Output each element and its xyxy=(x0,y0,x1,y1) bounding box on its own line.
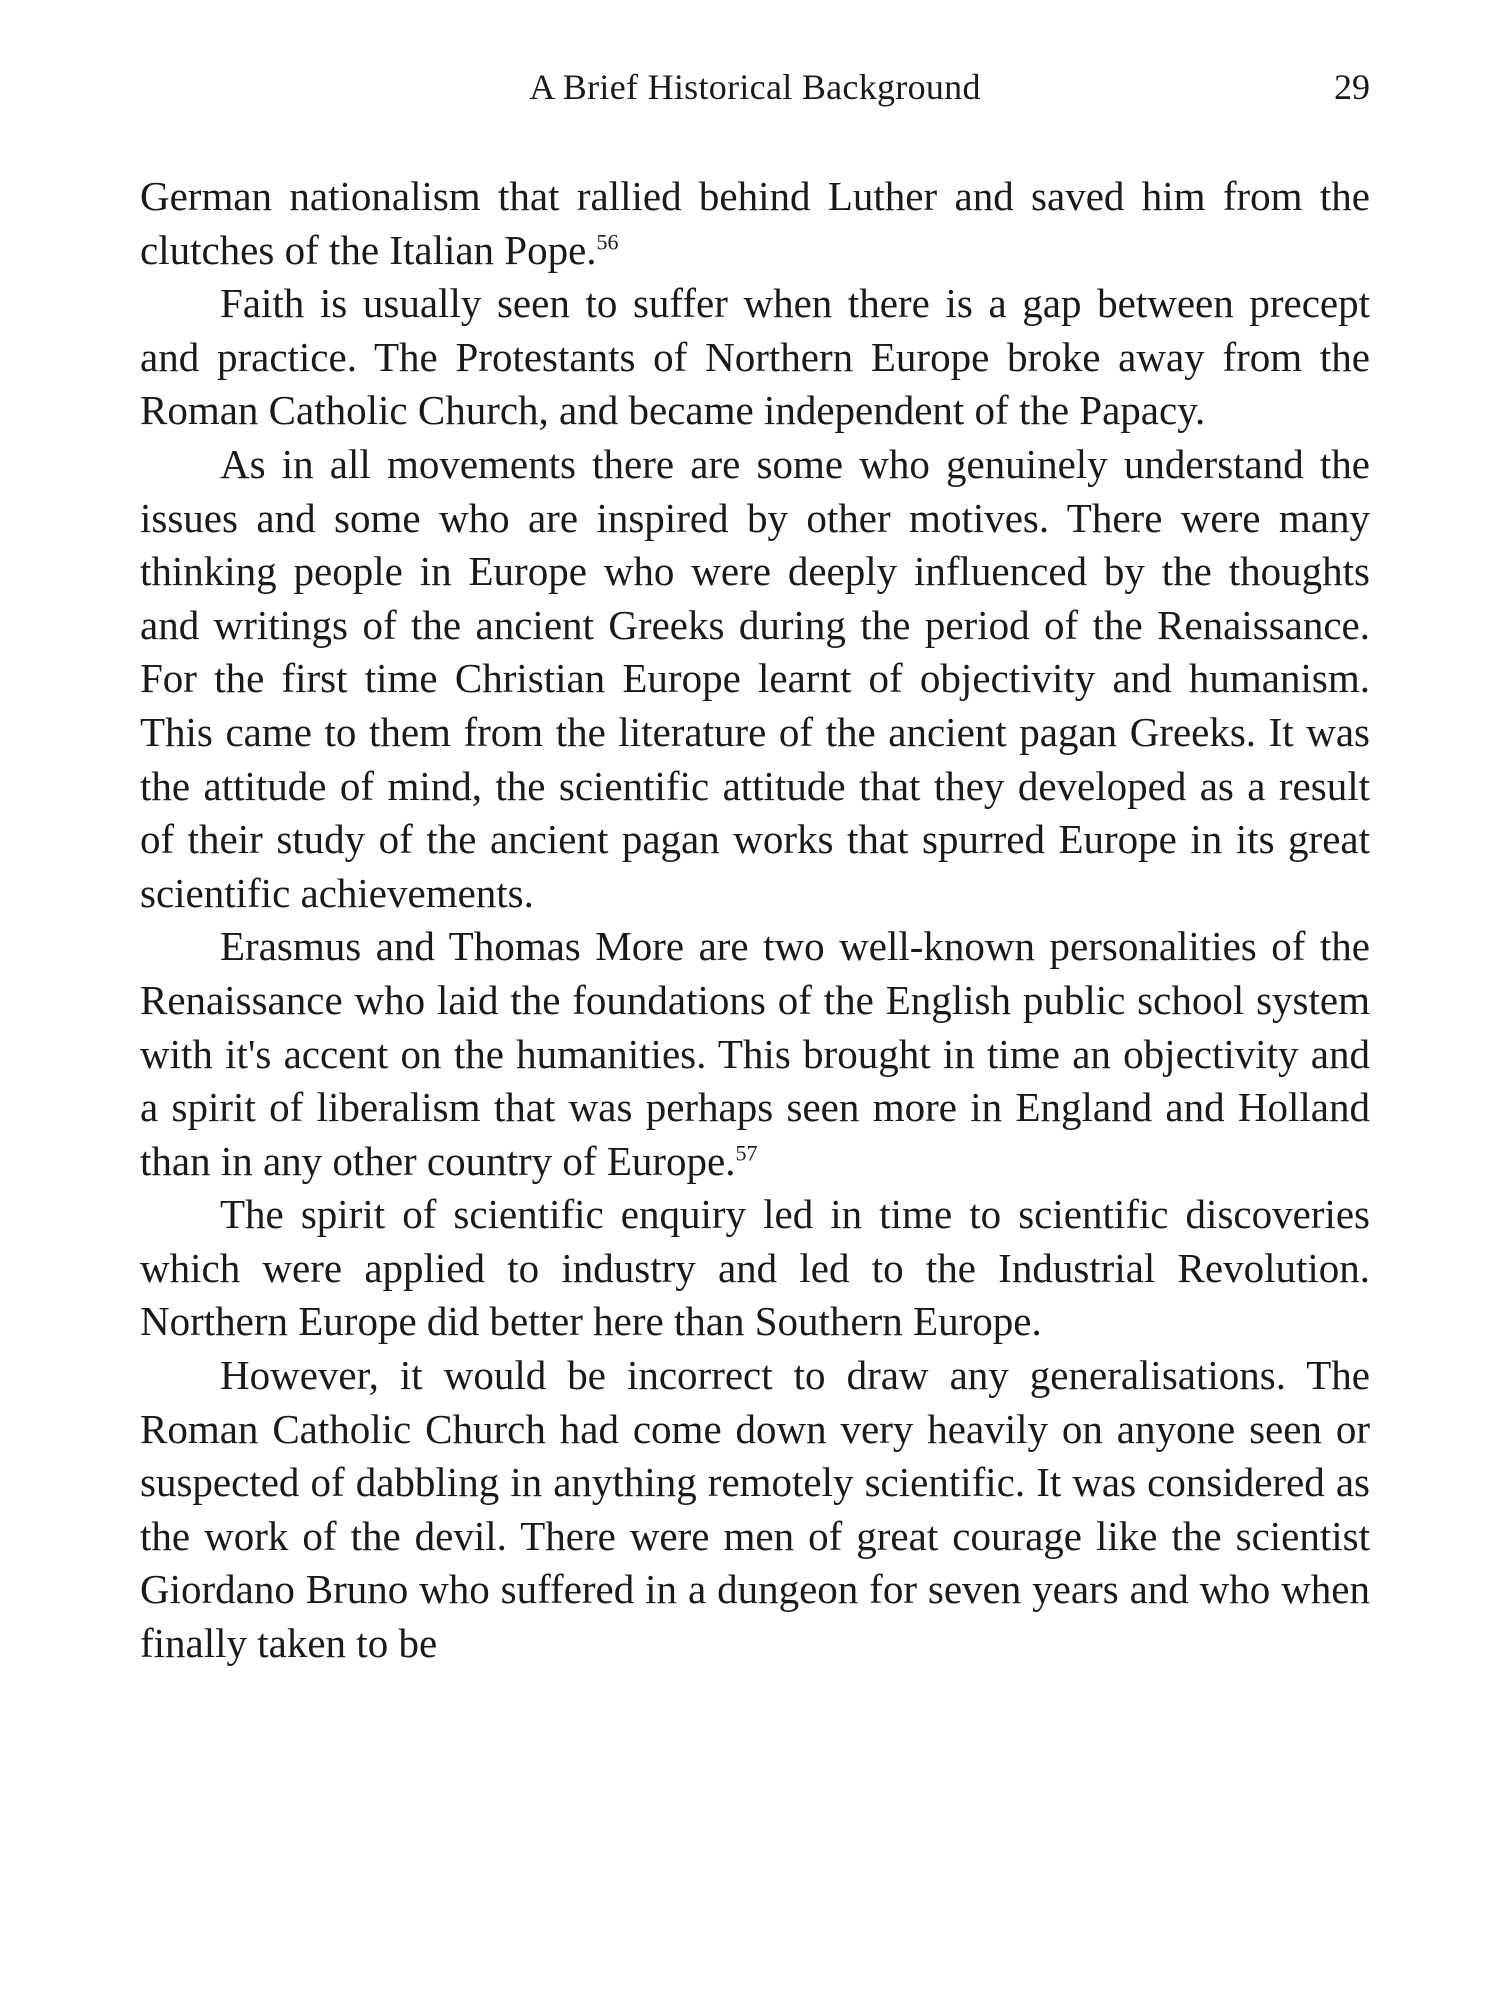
paragraph-text: The spirit of scientific enquiry led in time to scientific discoveries which were applied to industry and led to the Industrial Revolution. Northern Europe did better here than Southern Europe. xyxy=(140,1191,1370,1345)
paragraph-continued xyxy=(140,170,1370,277)
page-number: 29 xyxy=(1334,67,1370,107)
paragraph-text: German nationalism that rallied behind Luther and saved him from the clutches of the Italian Pope. xyxy=(140,173,1370,273)
paragraph-text: However, it would be incorrect to draw any generalisations. The Roman Catholic Church had come down very heavily on anyone seen or suspected of dabbling in anything remotely scientific. It was considered as the work of the devil. There were men of great courage like the scientist Giordano Bruno who suffered in a dungeon for seven years and who when finally taken to be xyxy=(140,1352,1370,1667)
running-title: A Brief Historical Background xyxy=(529,67,981,107)
paragraph xyxy=(140,1349,1370,1671)
footnote-ref: 57 xyxy=(735,1140,758,1166)
running-head xyxy=(140,62,1370,112)
paragraph-text: Faith is usually seen to suffer when there is a gap between precept and practice. The Protestants of Northern Europe broke away from the Roman Catholic Church, and became independent of the Papacy. xyxy=(140,280,1370,434)
paragraph xyxy=(140,438,1370,920)
paragraph xyxy=(140,277,1370,438)
body-text xyxy=(140,170,1370,1671)
paragraph-text: Erasmus and Thomas More are two well-known personalities of the Renaissance who laid the foundations of the English public school system with it's accent on the humanities. This brought in time an objectivity and a spirit of liberalism that was perhaps seen more in England and Holland than in any other country of Europe. xyxy=(140,923,1370,1184)
paragraph-text: As in all movements there are some who genuinely understand the issues and some who are inspired by other motives. There were many thinking people in Europe who were deeply influenced by the thoughts and writings of the ancient Greeks during the period of the Renaissance. For the first time Christian Europe learnt of objectivity and humanism. This came to them from the literature of the ancient pagan Greeks. It was the attitude of mind, the scientific attitude that they developed as a result of their study of the ancient pagan works that spurred Europe in its great scientific achievements. xyxy=(140,440,1370,916)
paragraph xyxy=(140,920,1370,1188)
footnote-ref: 56 xyxy=(596,228,619,254)
paragraph xyxy=(140,1188,1370,1349)
